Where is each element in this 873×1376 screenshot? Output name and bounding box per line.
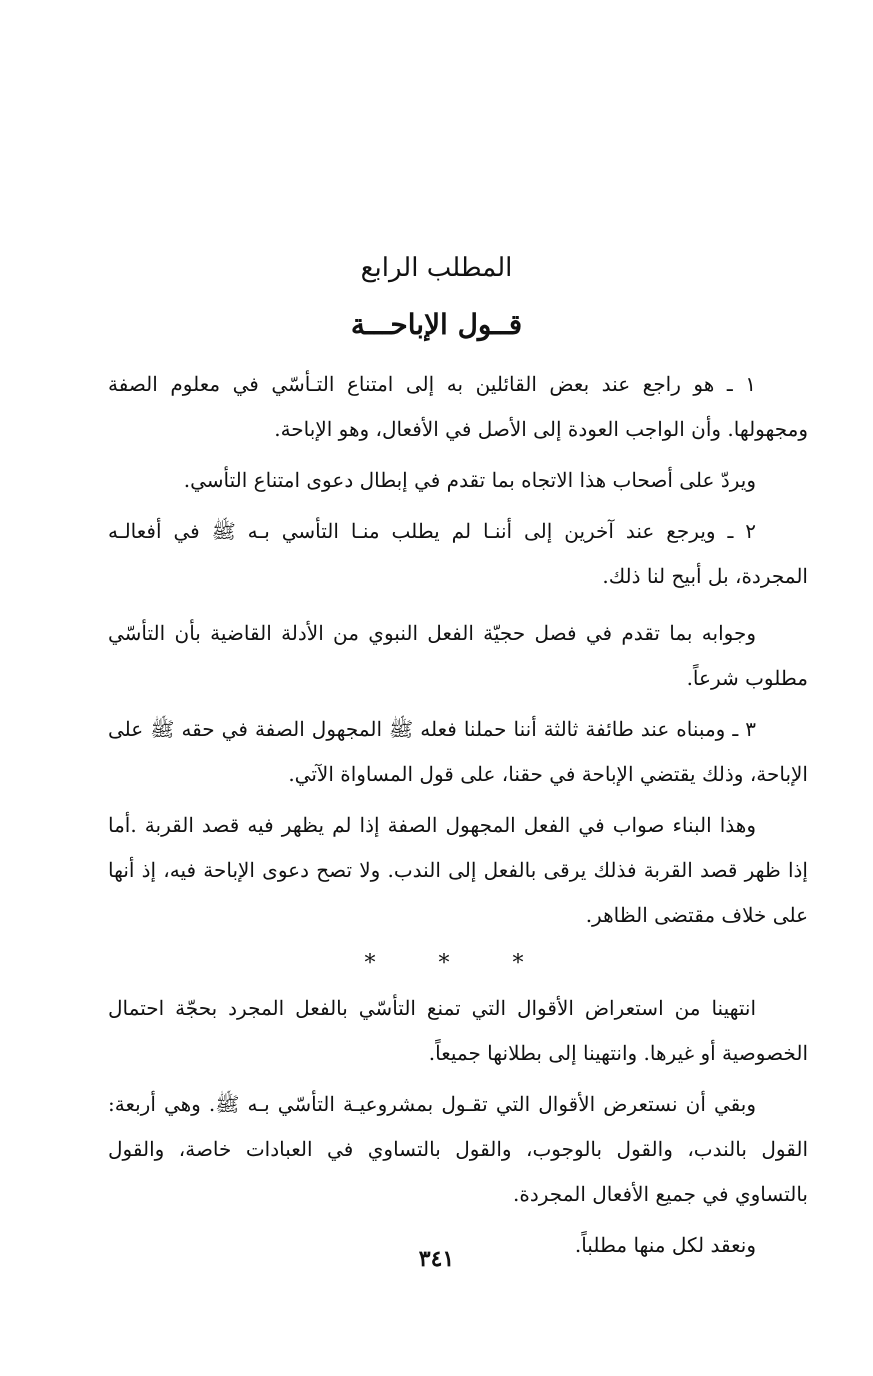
page-number: ٣٤١: [418, 1246, 455, 1272]
body-text: [108, 362, 808, 1274]
paragraph-6: وهذا البناء صواب في الفعل المجهول الصفة إذا لم يظهر فيه قصد القربة .أما إذا ظهر قصد القربة فذلك يرقى بالفعل إلى الندب. ولا تصح دعوى الإباحة فيه، إذ أنها على خلاف مقتضى الظاهر.: [108, 813, 808, 927]
paragraph-4: وجوابه بما تقدم في فصل حجيّة الفعل النبوي من الأدلة القاضية بأن التأسّي مطلوب شرعاً.: [108, 621, 808, 690]
paragraph-2: ويردّ على أصحاب هذا الاتجاه بما تقدم في إبطال دعوى امتناع التأسي.: [183, 468, 756, 492]
paragraph-1: ١ ـ هو راجع عند بعض القائلين به إلى امتناع التـأسّي في معلوم الصفة ومجهولها. وأن الواجب العودة إلى الأصل في الأفعال، وهو الإباحة.: [108, 372, 808, 441]
section-title: قــول الإباحـــة: [350, 308, 523, 341]
paragraph-5: ٣ ـ ومبناه عند طائفة ثالثة أننا حملنا فعله ﷺ المجهول الصفة في حقه ﷺ على الإباحة، وذلك يقتضي الإباحة في حقنا، على قول المساواة الآتي.: [108, 717, 808, 786]
section-heading: المطلب الرابع: [360, 253, 513, 283]
paragraph-9: ونعقد لكل منها مطلباً.: [574, 1233, 756, 1257]
section-separator: * * *: [364, 951, 552, 976]
paragraph-8: وبقي أن نستعرض الأقوال التي تقـول بمشروعيـة التأسّي بـه ﷺ. وهي أربعة: القول بالندب، والقول بالوجوب، والقول بالتساوي في العبادات خاصة، والقول بالتساوي في جميع الأفعال المجردة.: [108, 1092, 809, 1206]
paragraph-3: ٢ ـ ويرجع عند آخرين إلى أننـا لم يطلب منـا التأسي بـه ﷺ في أفعالـه المجردة، بل أبيح لنا ذلك.: [108, 519, 808, 588]
paragraph-7: انتهينا من استعراض الأقوال التي تمنع التأسّي بالفعل المجرد بحجّة احتمال الخصوصية أو غيرها. وانتهينا إلى بطلانها جميعاً.: [108, 996, 808, 1065]
